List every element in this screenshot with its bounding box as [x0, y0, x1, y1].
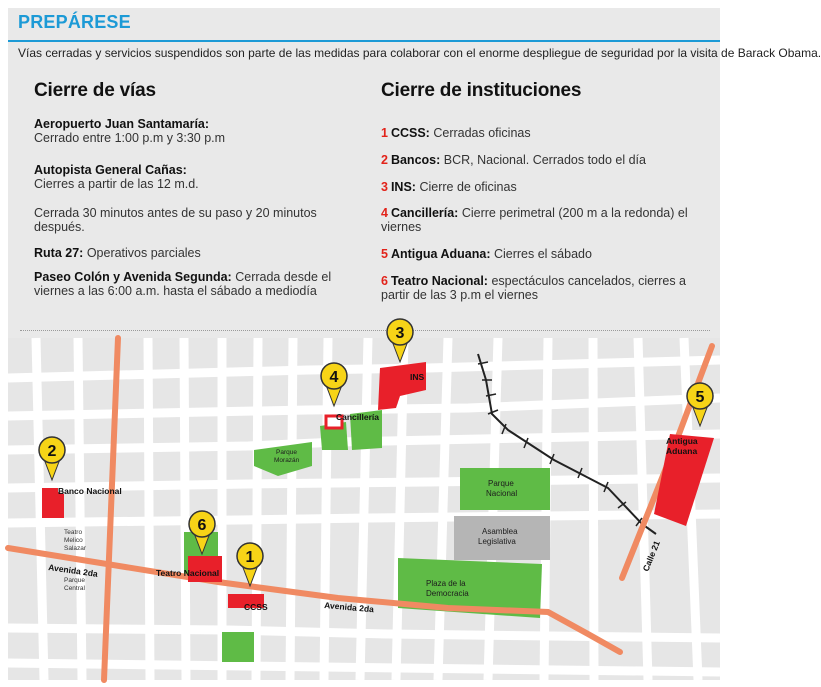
label-cancilleria: Cancillería: [336, 412, 379, 422]
road-item-text: Cerrado entre 1:00 p.m y 3:30 p.m: [34, 131, 226, 145]
street: [78, 338, 82, 680]
inst-text: Cierres el sábado: [493, 247, 592, 261]
road-item-text: Cierres a partir de las 12 m.d.: [34, 177, 199, 191]
city-map: [8, 325, 720, 680]
inst-number: 6: [381, 274, 388, 288]
label-aduana-1: Antigua: [666, 436, 698, 446]
road-item-name: Paseo Colón y Avenida Segunda:: [34, 270, 232, 284]
street: [593, 338, 594, 680]
inst-item-ccss: [381, 126, 701, 140]
road-item-airport: [34, 117, 334, 145]
label-parque-morazan-1: Parque: [276, 449, 297, 456]
marker-2-number: 2: [47, 443, 57, 460]
label-asamblea-1: Asamblea: [482, 527, 518, 536]
label-plaza-2: Democracia: [426, 589, 469, 598]
road-item-ruta27: [34, 246, 334, 260]
inst-item-teatro: [381, 274, 701, 302]
label-calle: Calle 21: [640, 539, 662, 573]
inst-name: Bancos:: [390, 153, 441, 167]
inst-number: 5: [381, 247, 388, 261]
inst-name: Teatro Nacional:: [390, 274, 488, 288]
road-item-paseo: [34, 270, 344, 298]
label-avenida-left: Avenida 2da: [47, 562, 99, 579]
inst-item-bancos: [381, 153, 701, 167]
inst-number: 4: [381, 206, 388, 220]
inst-text: Cierre perimetral (200 m a la redonda) el viernes: [381, 206, 688, 234]
marker-5-number: 5: [695, 389, 705, 406]
label-ccss: CCSS: [244, 602, 268, 612]
label-parque-morazan-2: Morazán: [274, 457, 300, 464]
divider: [20, 330, 710, 331]
label-teatro-melico-1: Teatro: [64, 529, 83, 536]
label-teatro-melico-2: Melico: [64, 537, 83, 544]
road-item-text: Cerrada desde el viernes a las 6:00 a.m. hasta el sábado a mediodía: [34, 270, 332, 298]
label-teatro: Teatro Nacional: [156, 568, 220, 578]
road-item-autopista: [34, 163, 334, 191]
inst-name: CCSS:: [390, 126, 430, 140]
road-item-text: Cerrada 30 minutos antes de su paso y 20 minutos después.: [34, 206, 317, 234]
label-banco: Banco Nacional: [58, 486, 122, 496]
label-parque-central-1: Parque: [64, 577, 85, 584]
inst-number: 3: [381, 180, 388, 194]
inst-item-ins: [381, 180, 701, 194]
street: [290, 338, 293, 680]
intro-text: Vías cerradas y servicios suspendidos son parte de las medidas para colaborar con el enorme despliegue de seguridad por la visita de Barack Obama.: [18, 46, 821, 60]
label-parque-nacional-2: Nacional: [486, 489, 518, 498]
road-item-escort: [34, 206, 334, 234]
marker-6-number: 6: [197, 517, 207, 534]
inst-name: INS:: [390, 180, 416, 194]
label-aduana-2: Aduana: [666, 446, 698, 456]
road-item-text: Operativos parciales: [86, 246, 201, 260]
inst-name: Antigua Aduana:: [390, 247, 491, 261]
label-parque-central-2: Central: [64, 585, 85, 592]
inst-item-aduana: [381, 247, 701, 261]
inst-number: 1: [381, 126, 388, 140]
institutions-heading: Cierre de instituciones: [381, 80, 582, 101]
marker-4-number: 4: [329, 369, 339, 386]
label-parque-nacional-1: Parque: [488, 479, 514, 488]
header-title: PREPÁRESE: [18, 12, 131, 32]
inst-text: Cierre de oficinas: [419, 180, 517, 194]
header-rule: [8, 40, 720, 42]
inst-number: 2: [381, 153, 388, 167]
inst-text: espectáculos cancelados, cierres a partir de las 3 p.m el viernes: [381, 274, 687, 302]
street: [184, 338, 186, 680]
park-block: [222, 632, 254, 662]
inst-text: Cerradas oficinas: [433, 126, 531, 140]
inst-item-cancilleria: [381, 206, 701, 234]
label-avenida-right: Avenida 2da: [323, 600, 375, 615]
label-plaza-1: Plaza de la: [426, 579, 466, 588]
road-item-name: Ruta 27:: [34, 246, 84, 260]
roads-heading: Cierre de vías: [34, 80, 156, 101]
inst-name: Cancillería:: [390, 206, 459, 220]
infographic: [8, 8, 821, 680]
road-item-name: Aeropuerto Juan Santamaría:: [34, 117, 210, 131]
label-teatro-melico-3: Salazar: [64, 545, 87, 552]
street: [148, 338, 150, 680]
road-item-name: Autopista General Cañas:: [34, 163, 187, 177]
marker-1-number: 1: [245, 549, 255, 566]
inst-text: BCR, Nacional. Cerrados todo el día: [443, 153, 646, 167]
label-ins: INS: [410, 372, 425, 382]
marker-3-number: 3: [395, 325, 405, 342]
label-asamblea-2: Legislativa: [478, 537, 516, 546]
street: [256, 338, 258, 680]
